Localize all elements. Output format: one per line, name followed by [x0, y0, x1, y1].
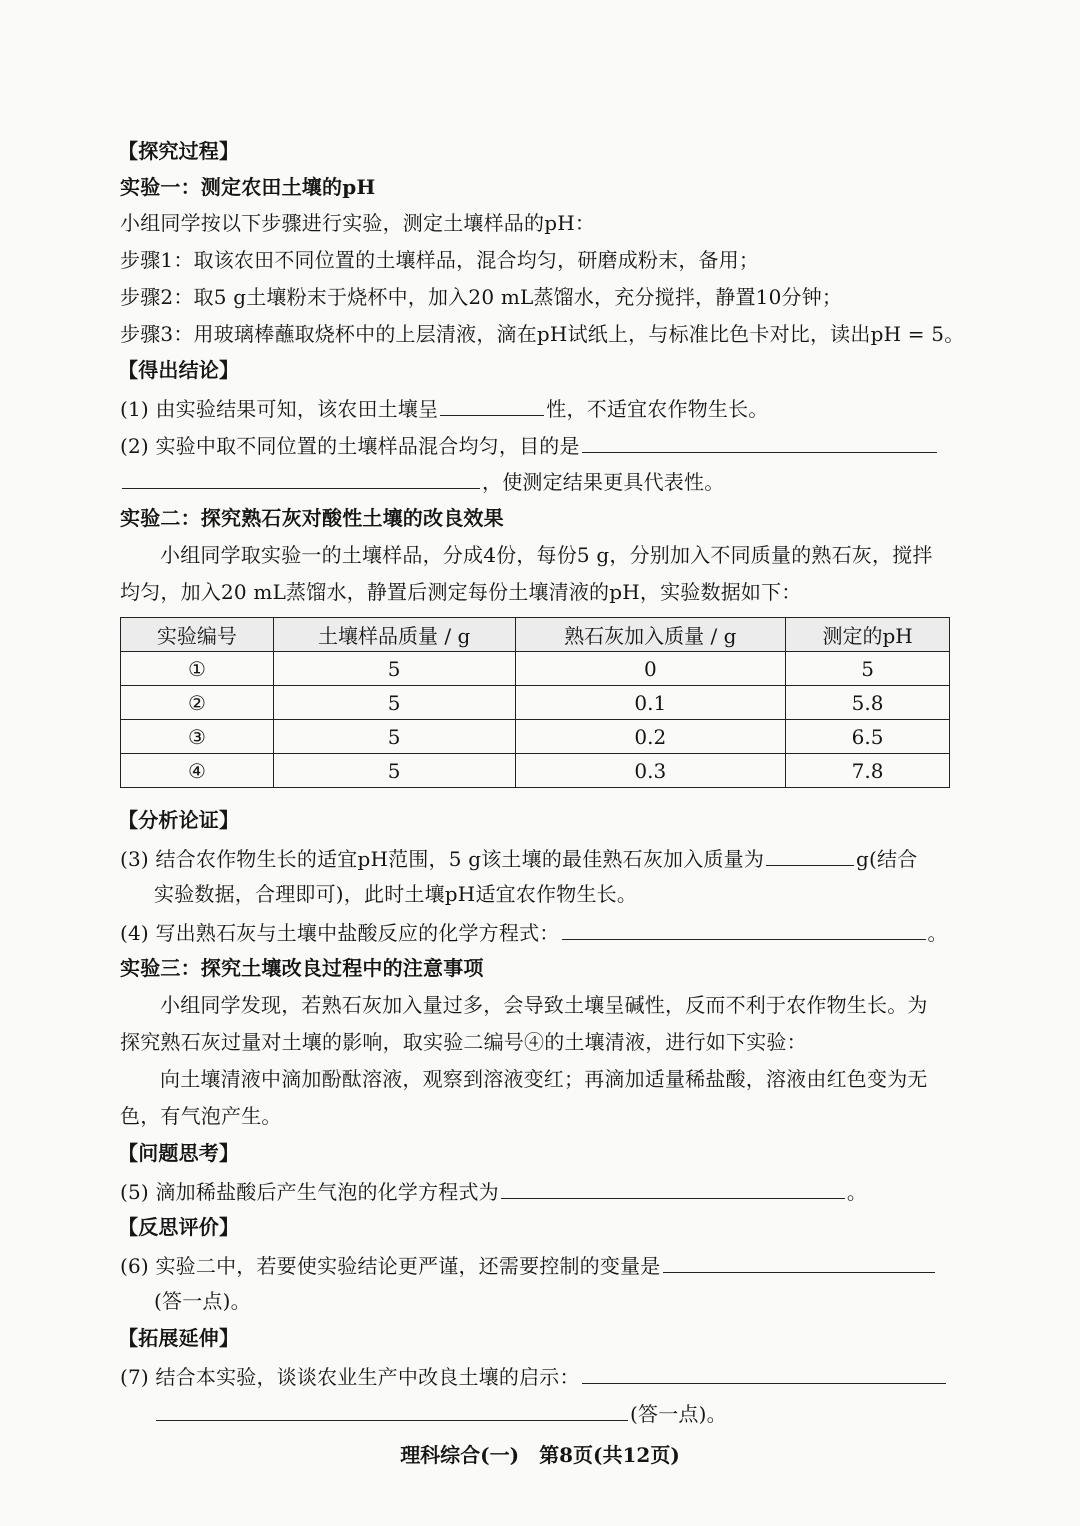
q4-prefix: (4) 写出熟石灰与土壤中盐酸反应的化学方程式：: [120, 921, 560, 945]
table-cell: ②: [121, 686, 274, 720]
question-3: [120, 843, 917, 873]
q5-suffix: 。: [846, 1180, 868, 1204]
section-conclusion-heading: 【得出结论】: [118, 358, 240, 382]
question-3-line2: 实验数据，合理即可)，此时土壤pH适宜农作物生长。: [154, 882, 638, 906]
section-extension-heading: 【拓展延伸】: [118, 1326, 240, 1350]
q5-answer-blank[interactable]: [501, 1176, 845, 1199]
q2-suffix: ，使测定结果更具代表性。: [482, 470, 725, 494]
section-process-heading: 【探究过程】: [118, 139, 240, 163]
q3-prefix: (3) 结合农作物生长的适宜pH范围，5 g该土壤的最佳熟石灰加入质量为: [120, 847, 765, 871]
question-2-line2: [120, 466, 724, 496]
section-thinking-heading: 【问题思考】: [118, 1141, 240, 1165]
exp1-title: 实验一：测定农田土壤的pH: [120, 175, 376, 199]
page-footer: 理科综合(一) 第8页(共12页): [400, 1443, 680, 1467]
exp3-paragraph-line2: 探究熟石灰过量对土壤的影响，取实验二编号④的土壤清液，进行如下实验：: [120, 1030, 807, 1054]
table-header-cell: 土壤样品质量 / g: [273, 618, 515, 652]
table-cell: 0.2: [515, 720, 786, 754]
q1-prefix: (1) 由实验结果可知，该农田土壤呈: [120, 397, 439, 421]
question-7: [120, 1361, 948, 1391]
table-cell: 5: [273, 720, 515, 754]
question-2: [120, 430, 939, 460]
q5-prefix: (5) 滴加稀盐酸后产生气泡的化学方程式为: [120, 1180, 499, 1204]
exp3-paragraph-line1: 小组同学发现，若熟石灰加入量过多，会导致土壤呈碱性，反而不利于农作物生长。为: [160, 993, 928, 1017]
table-cell: 5: [786, 652, 950, 686]
table-cell: 5: [273, 652, 515, 686]
exp3-paragraph-line3: 向土壤清液中滴加酚酞溶液，观察到溶液变红；再滴加适量稀盐酸，溶液由红色变为无: [160, 1067, 928, 1091]
table-header-cell: 测定的pH: [786, 618, 950, 652]
table-cell: 5.8: [786, 686, 950, 720]
table-cell: 6.5: [786, 720, 950, 754]
q6-answer-blank[interactable]: [663, 1250, 935, 1273]
experiment-data-table: [120, 617, 950, 788]
exp2-paragraph-line1: 小组同学取实验一的土壤样品，分成4份，每份5 g，分别加入不同质量的熟石灰，搅拌: [160, 543, 933, 567]
question-6: [120, 1250, 937, 1280]
table-row: [121, 754, 950, 788]
question-4: [120, 917, 948, 947]
q3-suffix: g(结合: [856, 847, 918, 871]
table-cell: 0.3: [515, 754, 786, 788]
table-header-cell: 实验编号: [121, 618, 274, 652]
exp2-title: 实验二：探究熟石灰对酸性土壤的改良效果: [120, 506, 504, 530]
q7-prefix: (7) 结合本实验，谈谈农业生产中改良土壤的启示：: [120, 1365, 580, 1389]
exp3-title: 实验三：探究土壤改良过程中的注意事项: [120, 956, 484, 980]
exp1-intro: 小组同学按以下步骤进行实验，测定土壤样品的pH：: [120, 211, 596, 235]
q7-answer-blank-line2[interactable]: [156, 1398, 628, 1421]
q6-prefix: (6) 实验二中，若要使实验结论更严谨，还需要控制的变量是: [120, 1254, 661, 1278]
q2-answer-blank-line1[interactable]: [582, 430, 937, 453]
table-row: [121, 720, 950, 754]
q1-suffix: 性，不适宜农作物生长。: [546, 397, 769, 421]
table-cell: 0.1: [515, 686, 786, 720]
section-reflection-heading: 【反思评价】: [118, 1215, 240, 1239]
q2-prefix: (2) 实验中取不同位置的土壤样品混合均匀，目的是: [120, 434, 580, 458]
table-cell: ③: [121, 720, 274, 754]
q7-answer-blank-line1[interactable]: [582, 1361, 946, 1384]
question-6-line2: (答一点)。: [154, 1289, 251, 1313]
question-7-line2: [154, 1398, 727, 1428]
q7-suffix: (答一点)。: [630, 1402, 727, 1426]
exp3-paragraph-line4: 色，有气泡产生。: [120, 1104, 282, 1128]
table-header-cell: 熟石灰加入质量 / g: [515, 618, 786, 652]
section-analysis-heading: 【分析论证】: [118, 808, 240, 832]
exp2-paragraph-line2: 均匀，加入20 mL蒸馏水，静置后测定每份土壤清液的pH，实验数据如下：: [120, 580, 802, 604]
exp1-step1: 步骤1：取该农田不同位置的土壤样品，混合均匀，研磨成粉末，备用；: [120, 248, 760, 272]
q3-answer-blank[interactable]: [766, 843, 854, 866]
q2-answer-blank-line2[interactable]: [122, 466, 480, 489]
table-row: [121, 652, 950, 686]
table-cell: 5: [273, 686, 515, 720]
question-1: [120, 393, 769, 423]
table-cell: ④: [121, 754, 274, 788]
table-cell: 7.8: [786, 754, 950, 788]
q4-answer-blank[interactable]: [562, 917, 926, 940]
exp1-step3: 步骤3：用玻璃棒蘸取烧杯中的上层清液，滴在pH试纸上，与标准比色卡对比，读出pH = 5。: [120, 322, 965, 346]
q4-suffix: 。: [927, 921, 948, 945]
exp1-step2: 步骤2：取5 g土壤粉末于烧杯中，加入20 mL蒸馏水，充分搅拌，静置10分钟；: [120, 285, 843, 309]
q1-answer-blank[interactable]: [440, 393, 544, 416]
table-cell: ①: [121, 652, 274, 686]
question-5: [120, 1176, 867, 1206]
table-row: [121, 686, 950, 720]
table-cell: 0: [515, 652, 786, 686]
table-header-row: [121, 618, 950, 652]
table-cell: 5: [273, 754, 515, 788]
